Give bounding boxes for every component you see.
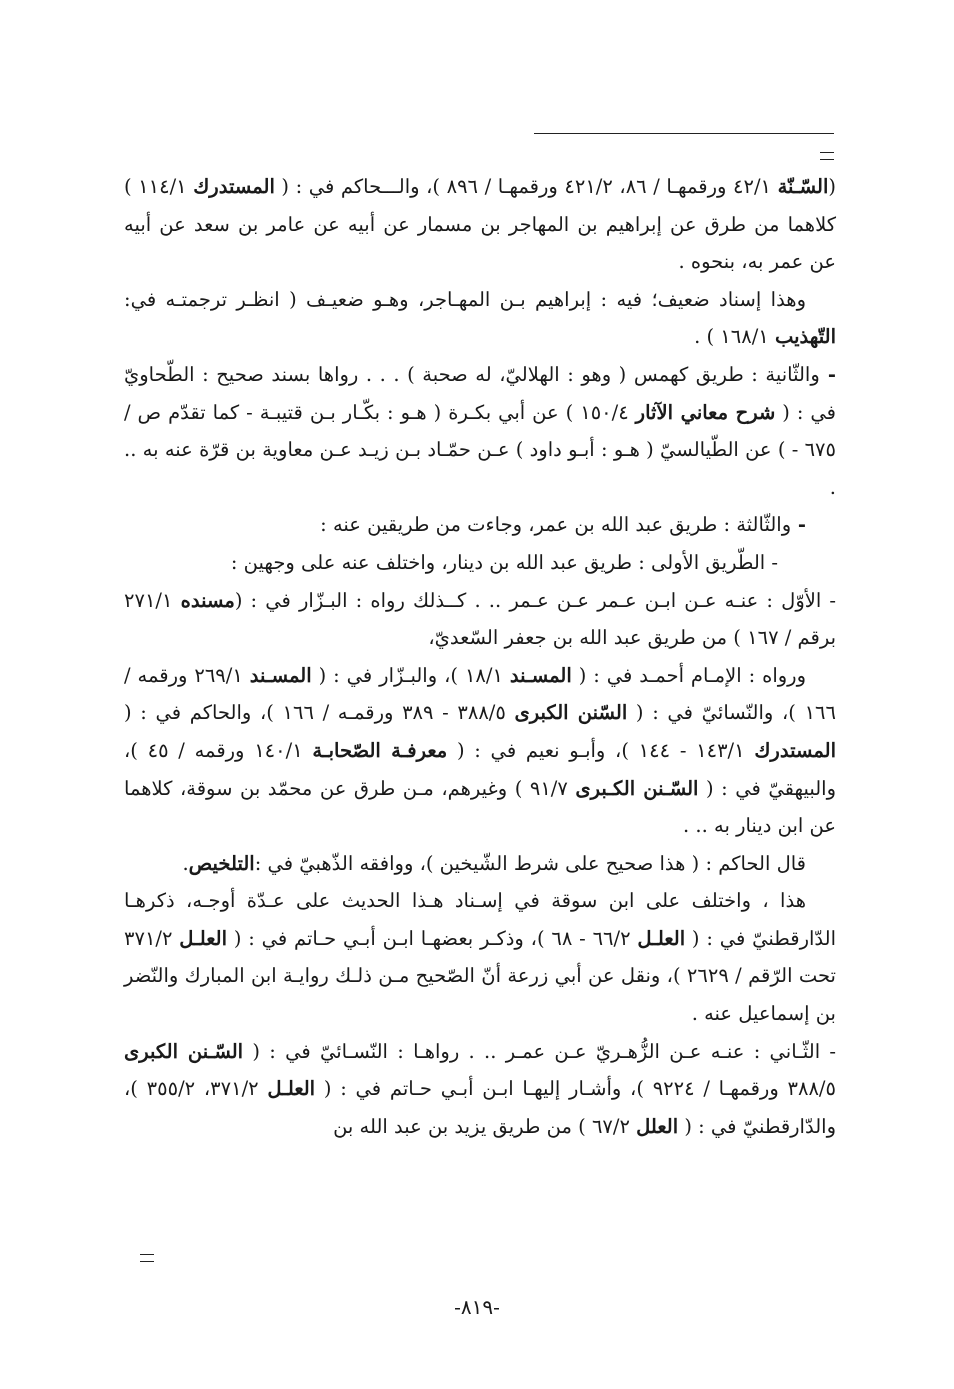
bold-citation-title: المسـند (509, 663, 572, 687)
bold-citation-title: التلخيص (188, 851, 255, 875)
text-run: ١١٤/١ ) كلاهما من طرق عن إبراهيم بن المهاجر بن مسمار عن أبيه عن عامر بن سعد عن أبيه عن عمر به، بنحوه . (124, 175, 836, 274)
text-run: . (182, 851, 189, 875)
footnote-paragraph (124, 506, 836, 544)
text-run: والثّانية : طريق كهمس ( وهو : الهلاليّ، له صحبة ) . . . رواها بسند صحيح : الطّحاويّ في : ( (124, 362, 836, 424)
bold-citation-title: - (791, 513, 806, 537)
bold-citation-title: المستدرك (193, 175, 275, 198)
continued-from-previous-mark (820, 152, 834, 160)
footnote-paragraph (124, 168, 836, 281)
footnote-paragraph (124, 356, 836, 506)
footnote-separator-rule (534, 133, 834, 134)
footnote-paragraph (124, 845, 836, 883)
footnote-text-block (124, 168, 836, 1145)
text-run: ١٦٨/١ ) . (694, 325, 775, 349)
footnote-paragraph (124, 1033, 836, 1146)
bold-citation-title: العلـل (267, 1077, 316, 1101)
footnote-paragraph (124, 281, 836, 356)
text-run: قال الحاكم : ( هذا صحيح على شرط الشّيخين )، ووافقه الذّهبيّ في : (254, 851, 806, 875)
page-number: -٨١٩- (454, 1295, 500, 1319)
footnote-paragraph (124, 582, 836, 657)
text-run: - الأوّل : عنـه عـن ابـن عـمر عـن عـمر .. . كــذلك رواه : البـزّار في : ( (234, 588, 837, 612)
text-run: ٤٢/١ ورقمهـا / ٨٦، ٤٢١/٢ ورقمهـا / ٨٩٦ )، والـــحاكم في : ( (274, 175, 778, 198)
text-run: - الثّـاني : عنـه عـن الزُّهـريّ عـن عمـر .. . رواهـا : النّسـائيّ في : ( (243, 1039, 836, 1063)
text-run: ٢٧١/١ برقم / ١٦٧ ) من طريق عبد الله بن جعفر السّعديّ، (124, 588, 836, 650)
text-run: ٦٦/٢ - ٦٨ )، وذكـر بعضهـا ابـن أبـي حـاتم في : ( (227, 926, 638, 950)
bold-citation-title: العلل (636, 1114, 679, 1138)
text-run: - الطّريق الأولى : طريق عبد الله بن دينار، واختلف عنه على وجهين : (230, 550, 778, 574)
bold-citation-title: المسـند (249, 663, 312, 687)
footnote-paragraph (124, 882, 836, 1032)
bold-citation-title: شرح معاني الآثار (635, 400, 776, 424)
footnote-paragraph (124, 657, 836, 845)
text-run: ١٤٣/١ - ١٤٤ )، وأبـو نعيم في : ( (447, 738, 755, 762)
footnote-paragraph (124, 544, 836, 582)
text-run: وهذا إسناد ضعيف؛ فيه : إبراهيم بـن المهـاجر، وهـو ضعيـف ( انظـر ترجمتـه في: (124, 287, 807, 311)
text-run: ٣٧١/٢، ٣٥٥/٢ )، والدّارقطنيّ في : ( (124, 1077, 836, 1138)
text-run: ٢٦٩/١ ورقمه / ١٦٦ )، والنّسائيّ في : ( (124, 663, 836, 725)
bold-citation-title: مسنده (180, 588, 235, 612)
bold-citation-title: العلـل (637, 926, 686, 950)
bold-citation-title: العلـل (179, 926, 227, 950)
text-run: ١٨/١ )، والبـزّار في : ( (311, 663, 510, 687)
bold-citation-title: السّنن الكبرى (514, 701, 628, 725)
text-run: ١٤٠/١ ورقمه / ٤٥ )، والبيهقيّ في : ( (124, 738, 837, 800)
bold-citation-title: معرفـة الصّحابـة (312, 738, 448, 762)
text-run: ورواه : الإمـام أحمـد في : ( (571, 663, 806, 687)
continued-on-next-mark (140, 1254, 154, 1262)
bold-citation-title: التّهذيب (774, 325, 836, 349)
bold-citation-title: السّـنن الكبرى (124, 1039, 244, 1063)
bold-citation-title: السّـنّة (777, 175, 829, 198)
text-run: والثّالثة : طريق عبد الله بن عمر، وجاءت من طريقين عنه : (320, 513, 792, 537)
text-run: ٣٧١/٢ تحت الرّقم / ٢٦٢٩ )، ونقل عن أبي زرعة أنّ الصّحيح مـن ذلـك روايـة ابن المبارك والنّضر بن إسماعيل عنه . (124, 926, 836, 1026)
text-run: ١٥٠/٤ ) عن أبي بكـرة ( هـو : بكّـار بـن قتيبـة - كما تقدّم ص / ٦٧٥ - ) عن الطّيالسيّ ( هـو : أبـو داود ) عـن حمّـاد بـن زيـد عـن معاوية بن قرّة عنه به .. . (124, 400, 836, 499)
text-run: ٩١/٧ ) وغيرهم، مـن طرق عن محمّد بن سوقة، كلاهما عن ابن دينار به .. . (124, 776, 836, 838)
bold-citation-title: - (819, 362, 836, 386)
text-run: هذا ، واختلف على ابن سوقة في إسـناد هـذا الحديث على عـدّة أوجـه، ذكرهـا الدّارقطنيّ في : ( (124, 889, 837, 950)
bold-citation-title: المستدرك (754, 738, 836, 762)
text-run: ٦٧/٢ ) من طريق يزيد بن عبد الله بن (333, 1114, 637, 1138)
text-run: ( (828, 175, 836, 198)
text-run: ٣٨٨/٥ ورقمهـا / ٩٢٢٤ )، وأشـار إليهـا ابـن أبـي حـاتم في : ( (315, 1077, 836, 1101)
text-run: ٣٨٨/٥ - ٣٨٩ ورقمـه / ١٦٦ )، والحاكم في : ( (124, 701, 515, 725)
bold-citation-title: السّـنن الكـبرى (575, 776, 699, 800)
